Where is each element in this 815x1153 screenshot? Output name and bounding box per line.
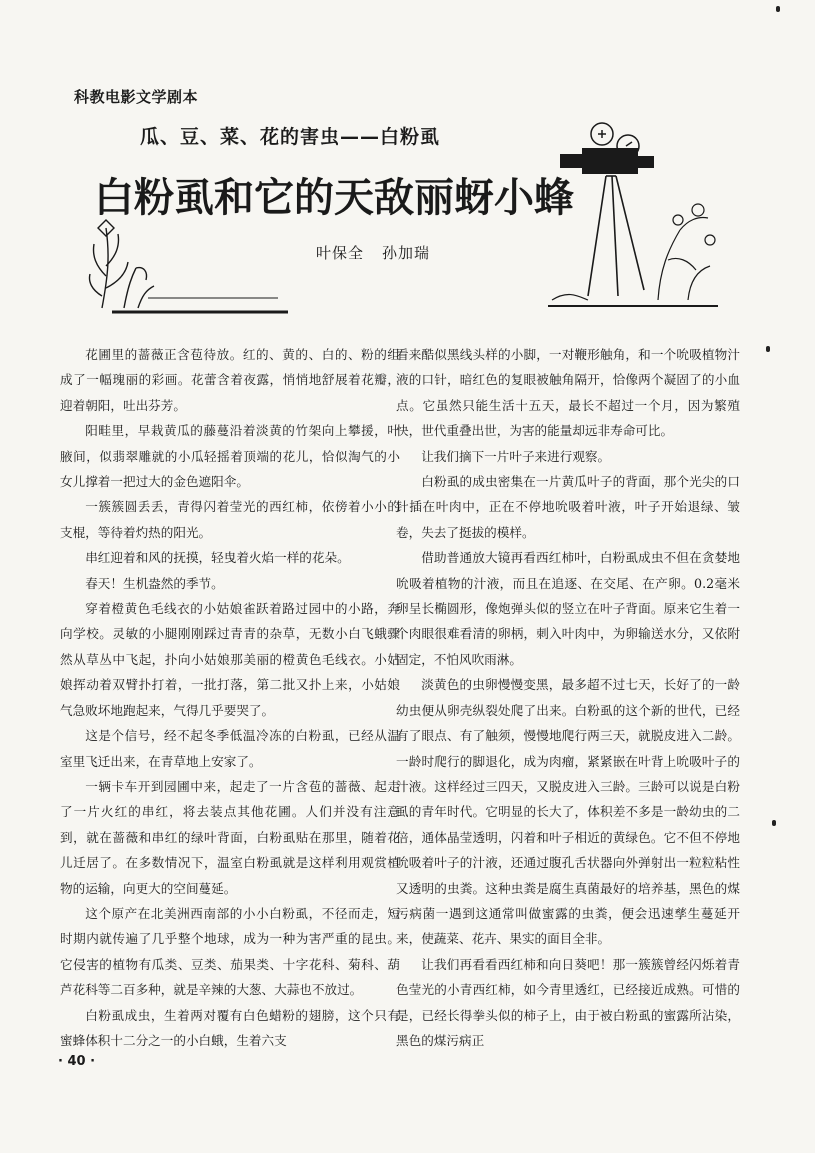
film-camera-illustration: [548, 120, 718, 310]
article-title: 白粉虱和它的天敌丽蚜小蜂: [94, 175, 574, 221]
paragraph: 这个原产在北美洲西南部的小小白粉虱，不径而走，短时期内就传遍了几乎整个地球，成为一种为害严重的昆虫。它侵害的植物有瓜类、豆类、茄果类、十字花科、菊科、葫芦花科等二百多种，就是辛辣的大葱、大蒜也不放过。: [60, 905, 400, 998]
column-label: 科教电影文学剧本: [74, 88, 199, 106]
paragraph: 一簇簇圆丢丢，青得闪着莹光的西红柿，依傍着小小的支棍，等待着灼热的阳光。: [60, 499, 400, 540]
paragraph: 淡黄色的虫卵慢慢变黑，最多超不过七天，长好了的一龄幼虫便从卵壳纵裂处爬了出来。白粉虱的这个新的世代，已经有了眼点、有了触须，慢慢地爬行两三天，就脱皮进入二龄。一龄时爬行的脚退化，成为肉瘤，紧紧嵌在叶背上吮吸叶子的汁液。这样经过三四天，又脱皮进入三龄。三龄可以说是白粉虱的青年时代。它明显的长大了，体积差不多是一龄幼虫的二倍，通体晶莹透明，闪着和叶子相近的黄绿色。它不但不停地吮吸着叶子的汁液，还通过腹孔舌状器向外弹射出一粒粒粘性又透明的虫粪。这种虫粪是腐生真菌最好的培养基，黑色的煤污病菌一遇到这通常叫做蜜露的虫粪，便会迅速孳生蔓延开来，使蔬菜、花卉、果实的面目全非。: [396, 677, 740, 947]
paragraph: 看来酷似黑线头样的小脚，一对鞭形触角，和一个吮吸植物汁液的口针，暗红色的复眼被触角隔开，恰像两个凝固了的小血点。它虽然只能生活十五天，最长不超过一个月，因为繁殖快，世代重叠出世，为害的能量却远非寿命可比。: [396, 347, 740, 439]
right-text-column: [396, 342, 740, 1053]
article-subtitle: 瓜、豆、菜、花的害虫——白粉虱: [140, 126, 441, 148]
flower-illustration: [88, 216, 288, 316]
authors: [316, 242, 430, 263]
author-name: 叶保全: [316, 244, 365, 262]
paragraph: 穿着橙黄色毛线衣的小姑娘雀跃着路过园中的小路，奔向学校。灵敏的小腿刚刚踩过青青的杂草，无数小白飞蛾骤然从草丛中飞起，扑向小姑娘那美丽的橙黄色毛线衣。小姑娘挥动着双臂扑打着，一批打落，第二批又扑上来，小姑娘气急败坏地跑起来，气得几乎要哭了。: [60, 601, 400, 718]
scan-mark: [766, 346, 770, 352]
paragraph: 花圃里的蔷薇正含苞待放。红的、黄的、白的、粉的组成了一幅瑰丽的彩画。花蕾含着夜露，悄悄地舒展着花瓣，迎着朝阳，吐出芬芳。: [60, 347, 400, 413]
author-name: 孙加瑞: [382, 244, 431, 262]
paragraph: 这是个信号，经不起冬季低温冷冻的白粉虱，已经从温室里飞迁出来，在青草地上安家了。: [60, 728, 400, 769]
scan-mark: [772, 820, 776, 826]
paragraph: 串红迎着和风的抚摸，轻曳着火焰一样的花朵。: [85, 550, 350, 566]
paragraph: 阳畦里，早栽黄瓜的藤蔓沿着淡黄的竹架向上攀援，叶腋间，似翡翠雕就的小瓜轻摇着顶端的花儿，恰似淘气的小女儿撑着一把过大的金色遮阳伞。: [60, 423, 400, 490]
paragraph: 让我们再看看西红柿和向日葵吧！那一簇簇曾经闪烁着青色莹光的小青西红柿，如今青里透红，已经接近成熟。可惜的是，已经长得拳头似的柿子上，由于被白粉虱的蜜露所沾染，黑色的煤污病正: [396, 956, 740, 1048]
paragraph: 春天！生机盎然的季节。: [85, 575, 224, 591]
paragraph: 让我们摘下一片叶子来进行观察。: [421, 448, 611, 464]
paragraph: 借助普通放大镜再看西红柿叶，白粉虱成虫不但在贪婪地吮吸着植物的汁液，而且在追逐、在交尾、在产卵。0.2毫米卵呈长椭圆形，像炮弹头似的竖立在叶子背面。原来它生着一个肉眼很难看清的卵柄，刺入叶肉中，为卵输送水分，又依附固定，不怕风吹雨淋。: [396, 550, 740, 667]
left-text-column: [60, 342, 400, 1053]
scan-mark: [776, 6, 780, 12]
paragraph: 一辆卡车开到园圃中来，起走了一片含苞的蔷薇、起走了一片火红的串红，将去装点其他花圃。人们并没有注意到，就在蔷薇和串红的绿叶背面，白粉虱贴在那里，随着花儿迁居了。在多数情况下，温室白粉虱就是这样利用观赏植物的运输，向更大的空间蔓延。: [60, 778, 400, 896]
paragraph: 白粉虱成虫，生着两对覆有白色蜡粉的翅膀，这个只有蜜蜂体积十二分之一的小白蛾，生着六支: [60, 1007, 400, 1048]
page-number: · 40 ·: [58, 1054, 96, 1069]
paragraph: 白粉虱的成虫密集在一片黄瓜叶子的背面，那个光尖的口针插在叶肉中，正在不停地吮吸着叶液，叶子开始退绿、皱卷，失去了挺拔的模样。: [396, 474, 740, 540]
